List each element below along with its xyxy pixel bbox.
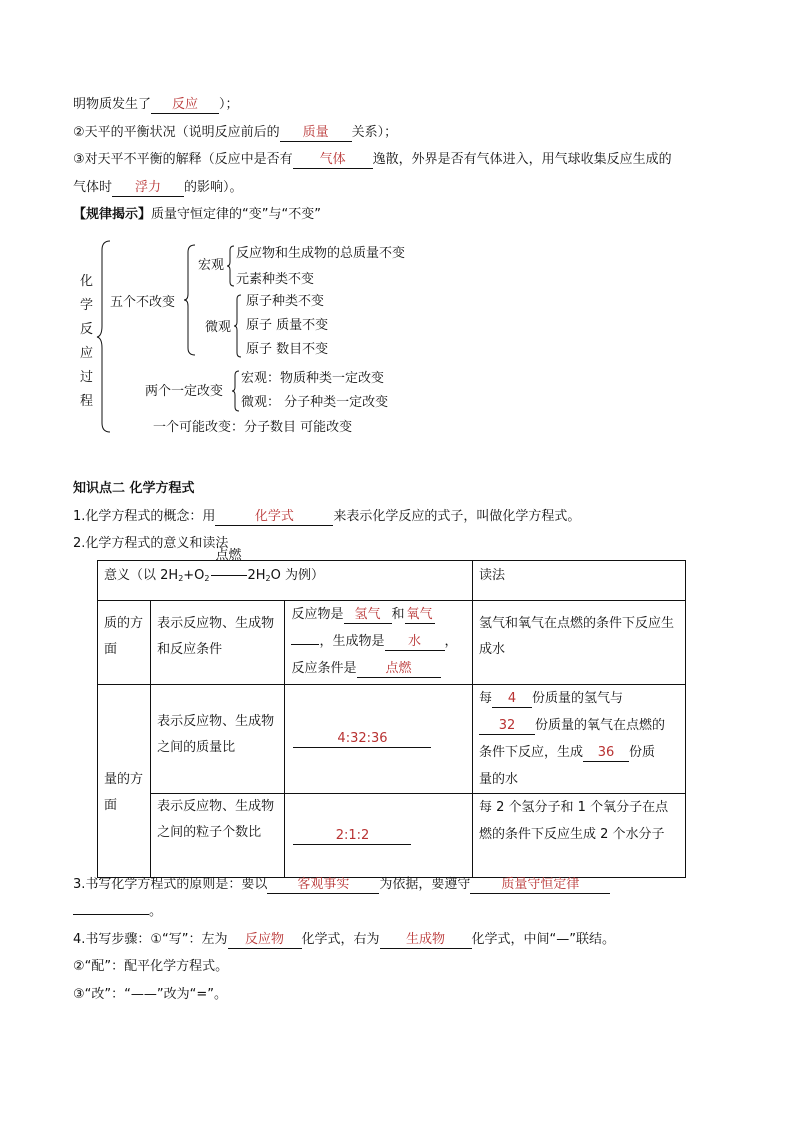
para-line-1	[73, 96, 239, 114]
diagram-root	[80, 270, 96, 414]
answer-blank	[357, 661, 441, 678]
root-char: 应	[80, 346, 94, 361]
answer-blank	[583, 745, 629, 762]
micro-item: 原子 质量不变	[246, 318, 329, 333]
text: 来表示化学反应的式子，叫做化学方程式。	[333, 509, 581, 524]
text: 4.书写步骤：①“写”：左为	[73, 932, 228, 947]
text: 3.书写化学方程式的原则是：要以	[73, 877, 268, 892]
answer: 化学式	[254, 509, 294, 524]
text: 。	[149, 904, 163, 919]
text: 份质	[629, 745, 656, 760]
text: 和	[391, 607, 405, 622]
answer: 32	[498, 718, 516, 733]
one-maybe: 一个可能改变：分子数目 可能改变	[153, 420, 353, 435]
text: 意义（以 2H	[104, 568, 179, 583]
answer-blank	[215, 509, 333, 526]
header-read: 读法	[473, 561, 686, 601]
text: 1.化学方程式的概念：用	[73, 509, 216, 524]
answer: 反应物	[245, 932, 285, 947]
q3-line-2	[73, 903, 162, 921]
mass-ratio	[285, 685, 473, 794]
answer-blank	[344, 607, 392, 624]
text: ③对天平不平衡的解释（反应中是否有	[73, 152, 293, 167]
answer: 氧气	[406, 607, 433, 622]
row-label: 质的方面	[98, 601, 151, 685]
text: 逸散，外界是否有气体进入，用气球收集反应生成的	[372, 152, 672, 167]
brace-five	[183, 244, 197, 356]
mass-read	[473, 685, 686, 794]
answer-blank	[405, 607, 435, 624]
root-char: 化	[80, 274, 94, 289]
root-char: 反	[80, 322, 94, 337]
para-line-4	[73, 179, 243, 197]
macro-item: 反应物和生成物的总质量不变	[236, 246, 406, 261]
table-row-quality	[98, 601, 686, 685]
brace-two	[231, 370, 241, 412]
q4-step-3: ③“改”：“——”改为“=”。	[73, 987, 227, 1002]
answer: 4:32:36	[337, 731, 388, 746]
text: ，	[444, 634, 458, 649]
text: 条件下反应，生成	[479, 745, 584, 760]
table-row-mass	[98, 685, 686, 794]
answer-blank	[228, 932, 302, 949]
quality-meaning	[285, 601, 473, 685]
text: 化学式，右为	[301, 932, 380, 947]
text: 每	[479, 691, 493, 706]
equation-meaning-table	[97, 548, 686, 878]
particle-ratio	[285, 794, 473, 878]
subscript: 2	[204, 574, 210, 583]
brace-macro	[226, 245, 236, 287]
answer-blank	[293, 731, 431, 748]
text: O 为例）	[270, 568, 325, 583]
rule-heading	[73, 206, 321, 224]
q4-step-2: ②“配”：配平化学方程式。	[73, 959, 229, 974]
two-changed: 两个一定改变	[145, 384, 224, 399]
table-header-row	[98, 561, 686, 601]
answer-blank	[492, 691, 532, 708]
header-meaning	[98, 548, 473, 601]
subscript: 2	[178, 574, 184, 583]
q1-line	[73, 508, 580, 526]
text: +O	[183, 568, 205, 583]
text: 明物质发生了	[73, 97, 152, 112]
blank-line	[73, 914, 149, 915]
text: 化学式，中间“—”联结。	[471, 932, 616, 947]
answer: 36	[597, 745, 615, 760]
text: 的影响）。	[184, 180, 243, 195]
reaction-condition: 点燃	[215, 548, 242, 563]
micro-label: 微观	[205, 320, 232, 335]
answer-blank	[280, 125, 352, 142]
row-desc: 表示反应物、生成物之间的质量比	[151, 685, 285, 794]
answer-blank	[151, 97, 219, 114]
answer-blank	[380, 932, 472, 949]
row-desc: 表示反应物、生成物之间的粒子个数比	[151, 794, 285, 878]
row-label: 量的方面	[98, 685, 151, 878]
table-row-particle	[98, 794, 686, 878]
root-char: 学	[80, 298, 94, 313]
answer: 客观事实	[297, 877, 350, 892]
answer: 反应	[172, 97, 199, 112]
answer: 生成物	[406, 932, 446, 947]
text: ）；	[219, 97, 239, 112]
answer-blank	[267, 877, 379, 894]
text: 关系）；	[351, 125, 398, 140]
text: 气体时	[73, 180, 113, 195]
rule-label: 【规律揭示】	[73, 207, 152, 222]
reaction-arrow	[210, 548, 248, 591]
answer: 质量守恒定律	[501, 877, 580, 892]
quality-read: 氢气和氧气在点燃的条件下反应生成水	[473, 601, 686, 685]
answer-blank	[385, 634, 445, 651]
answer: 浮力	[135, 180, 162, 195]
micro-item: 原子种类不变	[246, 294, 325, 309]
answer-blank	[293, 828, 411, 845]
text: 份质量的氢气与	[532, 691, 624, 706]
answer-blank	[479, 718, 535, 735]
brace-micro	[233, 294, 243, 358]
two-item: 微观： 分子种类一定改变	[241, 395, 389, 410]
two-item: 宏观：物质种类一定改变	[241, 371, 385, 386]
para-line-2	[73, 124, 397, 142]
arrow-line	[211, 575, 247, 576]
particle-read: 每 2 个氢分子和 1 个氧分子在点燃的条件下反应生成 2 个水分子	[473, 794, 686, 878]
text: 反应条件是	[291, 661, 357, 676]
q4-line	[73, 931, 615, 949]
answer: 质量	[302, 125, 329, 140]
section-title: 知识点二 化学方程式	[73, 481, 195, 496]
q3-line	[73, 876, 610, 894]
answer: 点燃	[385, 661, 412, 676]
blank-line	[291, 644, 319, 645]
answer-blank	[112, 180, 184, 197]
text: ②天平的平衡状况（说明反应前后的	[73, 125, 280, 140]
root-char: 程	[80, 394, 94, 409]
row-desc: 表示反应物、生成物和反应条件	[151, 601, 285, 685]
answer: 2:1:2	[335, 827, 370, 843]
q2-line: 2.化学方程式的意义和读法	[73, 536, 229, 551]
answer-blank	[293, 152, 373, 169]
text: 为依据，要遵守	[379, 877, 471, 892]
answer: 水	[407, 634, 421, 649]
subscript: 2	[265, 574, 271, 583]
rule-text: 质量守恒定律的“变”与“不变”	[151, 207, 321, 222]
answer: 氢气	[354, 607, 381, 622]
text: 反应物是	[291, 607, 344, 622]
text: 份质量的氧气在点燃的	[535, 718, 666, 733]
text: ，生成物是	[319, 634, 385, 649]
root-char: 过	[80, 370, 94, 385]
answer: 气体	[319, 152, 346, 167]
macro-label: 宏观	[198, 258, 225, 273]
text: 量的水	[479, 772, 519, 787]
text: 2H	[247, 568, 266, 583]
answer: 4	[507, 691, 517, 706]
macro-item: 元素种类不变	[236, 272, 315, 287]
micro-item: 原子 数目不变	[246, 342, 329, 357]
para-line-3	[73, 151, 672, 169]
five-unchanged: 五个不改变	[110, 295, 176, 310]
brace-main	[96, 240, 116, 434]
answer-blank	[470, 877, 610, 894]
